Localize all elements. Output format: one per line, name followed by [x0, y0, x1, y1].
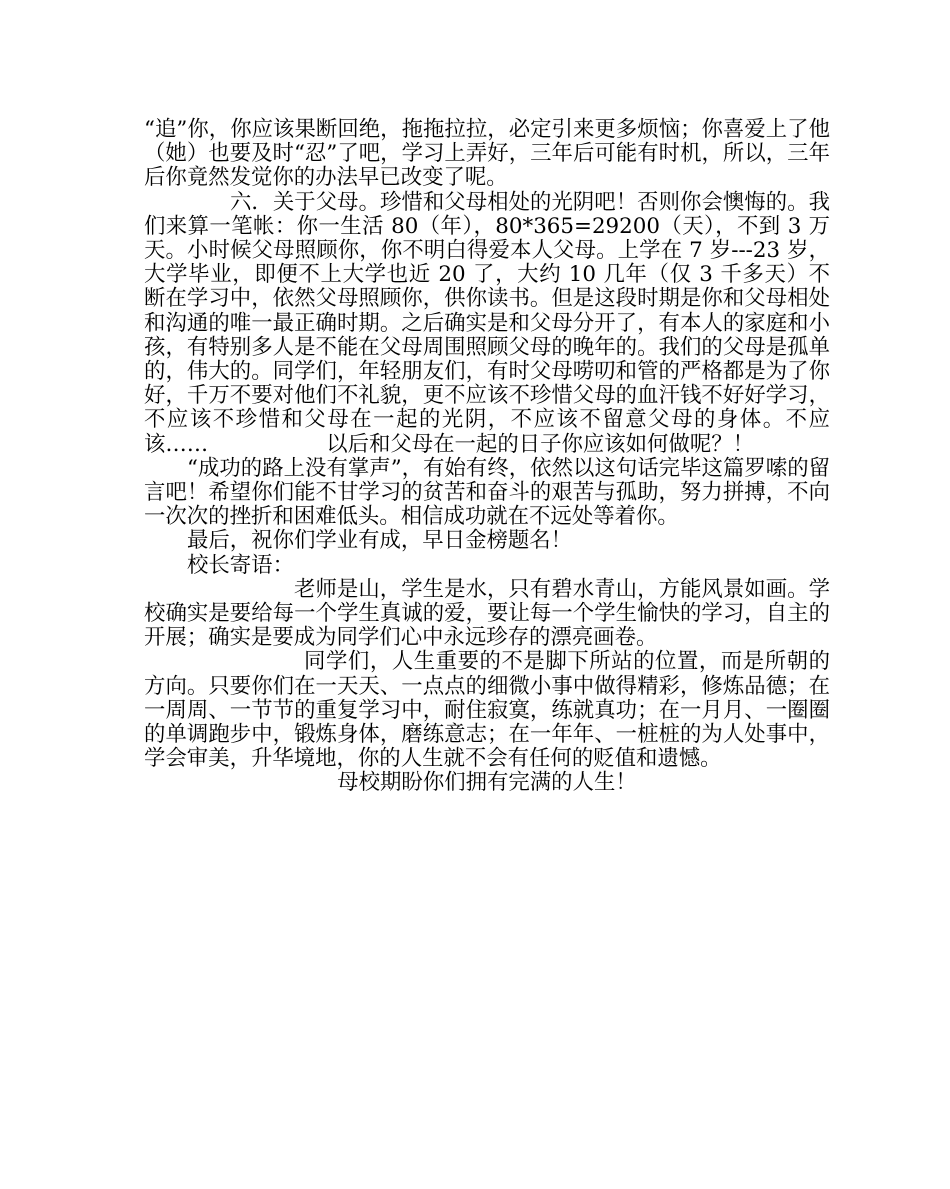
paragraph-about-parents-text: 六．关于父母。珍惜和父母相处的光阴吧！否则你会懊悔的。我们来算一笔帐：你一生活 80（年），80*365=29200（天），不到 3 万天。小时候父母照顾你，你不明白得爱本人父母。上学在 7 岁---23 岁，大学毕业，即便不上大学也近 20 了，大约 10 几年（仅 3 千多天）不断在学习中，依然父母照顾你，供你读书。但是这段时期是你和父母相处和沟通的唯一最正确时期。之后确实是和父母分开了，有本人的家庭和小孩，有特别多人是不能在父母周围照顾父母的晚年的。我们的父母是孤单的，伟大的。同学们，年轻朋友们，有时父母唠叨和管的严格都是为了你好，千万不要对他们不礼貌，更不应该不珍惜父母的血汗钱不好好学习，不应该不珍惜和父母在一起的光阴，不应该不留意父母的身体。不应该…… — [144, 189, 830, 457]
paragraph-about-parents — [144, 191, 830, 457]
paragraph-teacher-mountain: 老师是山，学生是水，只有碧水青山，方能风景如画。学校确实是要给每一个学生真诚的爱，要让每一个学生愉快的学习，自主的开展；确实是要成为同学们心中永远珍存的漂亮画卷。 — [144, 576, 830, 651]
paragraph-success-no-applause: “成功的路上没有掌声”，有始有终，依然以这句话完毕这篇罗嗦的留言吧！希望你们能不甘学习的贫苦和奋斗的艰苦与孤助，努力拼搏，不向一次次的挫折和困难低头。相信成功就在不远处等着你。 — [144, 455, 830, 530]
paragraph-about-parents-question: 以后和父母在一起的日子你应该如何做呢？！ — [326, 431, 755, 457]
paragraph-life-direction: 同学们，人生重要的不是脚下所站的位置，而是所朝的方向。只要你们在一天天、一点点的细微小事中做得精彩，修炼品德；在一周周、一节节的重复学习中，耐住寂寞，练就真功；在一月月、一圈圈的单调跑步中，锻炼身体，磨练意志；在一年年、一桩桩的为人处事中，学会审美，升华境地，你的人生就不会有任何的贬值和遗憾。 — [144, 649, 830, 772]
heading-principal-message: 校长寄语： — [187, 552, 294, 578]
document-body — [144, 118, 830, 796]
closing-line: 母校期盼你们拥有完满的人生！ — [337, 770, 637, 796]
paragraph-handling-pursuit: “追”你，你应该果断回绝，拖拖拉拉，必定引来更多烦恼；你喜爱上了他（她）也要及时“忍”了吧，学习上弄好，三年后可能有时机，所以，三年后你竟然发觉你的办法早已改变了呢。 — [144, 117, 830, 191]
paragraph-best-wishes: 最后，祝你们学业有成，早日金榜题名！ — [187, 528, 573, 554]
